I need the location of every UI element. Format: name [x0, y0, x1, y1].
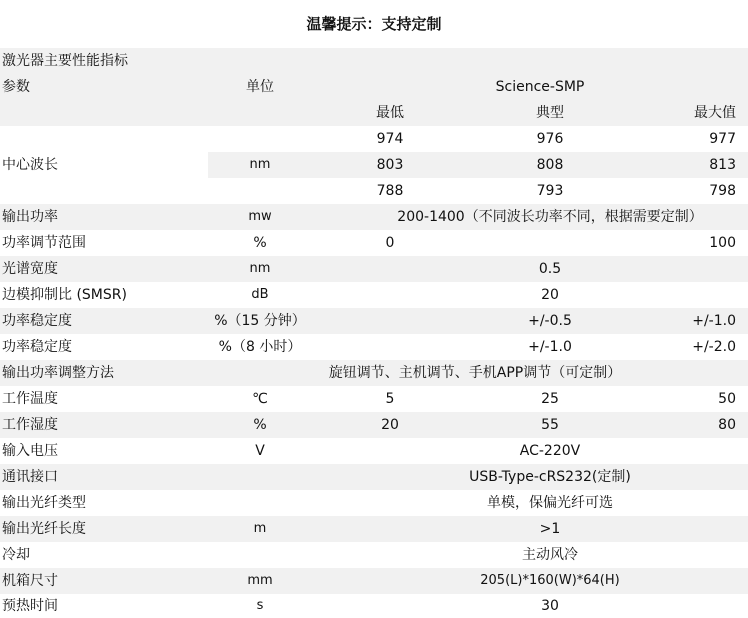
stability-8h-typ: +/-1.0 — [528, 339, 572, 355]
section-header-row — [0, 48, 748, 74]
work-humidity-unit: % — [253, 417, 267, 433]
work-humidity-min: 20 — [381, 417, 399, 433]
comm-port-row — [0, 464, 748, 490]
cw-row2-max: 813 — [709, 157, 736, 173]
power-range-row — [0, 230, 748, 256]
cw-row3-min: 788 — [376, 183, 404, 199]
section-header: 激光器主要性能指标 — [2, 53, 128, 69]
smsr-unit: dB — [251, 287, 269, 302]
spectral-width-value: 0.5 — [538, 261, 562, 277]
spectral-width-row — [0, 256, 748, 282]
input-voltage-label: 输入电压 — [2, 443, 58, 459]
stability-8h-row — [0, 334, 748, 360]
stability-8h-max: +/-2.0 — [692, 339, 736, 355]
adjust-method-value: 旋钮调节、主机调节、手机APP调节（可定制） — [328, 365, 622, 381]
power-range-label: 功率调节范围 — [2, 235, 86, 251]
output-power-label: 输出功率 — [2, 209, 58, 225]
header-model: Science-SMP — [495, 79, 585, 95]
work-humidity-typ: 55 — [541, 417, 559, 433]
warmup-row — [0, 594, 748, 618]
stability-15min-unit: %（15 分钟） — [214, 313, 306, 329]
power-range-min: 0 — [385, 235, 395, 251]
subheader-max: 最大值 — [694, 105, 736, 121]
power-range-unit: % — [253, 235, 267, 251]
comm-port-value: USB-Type-cRS232(定制) — [469, 469, 631, 485]
cw-row3-typ: 793 — [536, 183, 564, 199]
chassis-row — [0, 568, 748, 594]
work-temp-max: 50 — [718, 391, 736, 407]
smsr-label: 边模抑制比 (SMSR) — [2, 287, 127, 303]
fiber-length-value: >1 — [539, 521, 561, 537]
fiber-type-value: 单模，保偏光纤可选 — [487, 495, 613, 511]
chassis-value: 205(L)*160(W)*64(H) — [480, 573, 620, 588]
fiber-length-label: 输出光纤长度 — [2, 521, 86, 537]
input-voltage-unit: V — [255, 443, 265, 459]
stability-8h-unit: %（8 小时） — [218, 339, 302, 355]
work-temp-row — [0, 386, 748, 412]
adjust-method-label: 输出功率调整方法 — [2, 365, 114, 381]
input-voltage-row — [0, 438, 748, 464]
stability-15min-row — [0, 308, 748, 334]
warmup-value: 30 — [541, 598, 559, 614]
output-power-row — [0, 204, 748, 230]
fiber-length-unit: m — [253, 521, 267, 536]
cw-row3-max: 798 — [709, 183, 736, 199]
stability-15min-max: +/-1.0 — [692, 313, 736, 329]
fiber-type-row — [0, 490, 748, 516]
comm-port-label: 通讯接口 — [2, 469, 58, 485]
stability-15min-typ: +/-0.5 — [528, 313, 572, 329]
subheader-row — [0, 100, 748, 126]
input-voltage-value: AC-220V — [519, 443, 581, 459]
subheader-typ: 典型 — [536, 105, 564, 121]
header-unit: 单位 — [246, 79, 274, 95]
output-power-value: 200-1400（不同波长功率不同，根据需要定制） — [397, 209, 703, 225]
cooling-label: 冷却 — [2, 547, 30, 563]
smsr-value: 20 — [541, 287, 559, 303]
work-temp-min: 5 — [385, 391, 395, 407]
work-humidity-max: 80 — [718, 417, 736, 433]
subheader-min: 最低 — [376, 105, 404, 121]
page-title: 温馨提示：支持定制 — [306, 15, 442, 33]
adjust-method-row — [0, 360, 748, 386]
cooling-value: 主动风冷 — [522, 547, 578, 563]
cw-row1-max: 977 — [709, 131, 736, 147]
stability-15min-label: 功率稳定度 — [2, 313, 72, 329]
cw-row2-min: 803 — [376, 157, 404, 173]
cw-row1-typ: 976 — [536, 131, 564, 147]
center-wavelength-label: 中心波长 — [2, 157, 58, 173]
work-temp-unit: ℃ — [252, 391, 268, 407]
work-temp-label: 工作温度 — [2, 391, 58, 407]
spectral-width-label: 光谱宽度 — [2, 261, 58, 277]
fiber-type-label: 输出光纤类型 — [2, 495, 86, 511]
work-humidity-label: 工作湿度 — [2, 417, 58, 433]
output-power-unit: mw — [248, 209, 272, 224]
cw-row2-typ: 808 — [536, 157, 564, 173]
center-wavelength-block — [0, 126, 748, 204]
stability-8h-label: 功率稳定度 — [2, 339, 72, 355]
column-header-row — [0, 74, 748, 100]
warmup-unit: s — [256, 598, 264, 613]
chassis-label: 机箱尺寸 — [2, 573, 58, 589]
fiber-length-row — [0, 516, 748, 542]
cooling-row — [0, 542, 748, 568]
warmup-label: 预热时间 — [2, 598, 58, 614]
work-temp-typ: 25 — [541, 391, 559, 407]
work-humidity-row — [0, 412, 748, 438]
header-param: 参数 — [2, 79, 30, 95]
power-range-max: 100 — [709, 235, 736, 251]
spectral-width-unit: nm — [249, 261, 271, 276]
center-wavelength-unit: nm — [249, 157, 271, 172]
smsr-row — [0, 282, 748, 308]
chassis-unit: mm — [247, 573, 273, 588]
cw-row1-min: 974 — [376, 131, 404, 147]
